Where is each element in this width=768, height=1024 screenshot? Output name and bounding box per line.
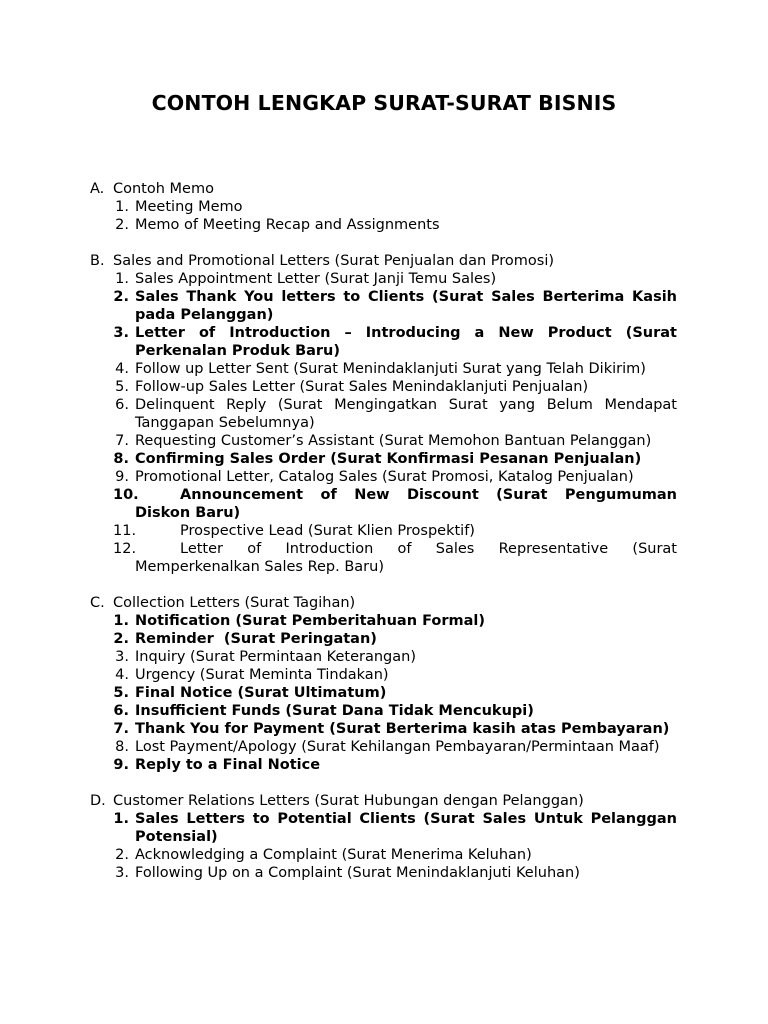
section-c xyxy=(90,594,677,774)
item-text-line-2: Memperkenalkan Sales Rep. Baru) xyxy=(135,559,384,575)
section-letter: C. xyxy=(90,595,105,611)
section-d xyxy=(90,792,677,882)
section-heading xyxy=(90,792,677,810)
section-letter: D. xyxy=(90,793,106,809)
item-text: Sales Letters to Potential Clients (Surat Sales Untuk Pelanggan Potensial) xyxy=(135,811,677,845)
document-title: CONTOH LENGKAP SURAT-SURAT BISNIS xyxy=(151,91,617,115)
list-item xyxy=(90,756,677,774)
list-item xyxy=(90,486,677,522)
list-item xyxy=(90,630,677,648)
list-item xyxy=(90,810,677,846)
section-title: Sales and Promotional Letters (Surat Penjualan dan Promosi) xyxy=(113,253,555,269)
item-number: 12. xyxy=(113,541,137,557)
section-a xyxy=(90,180,677,234)
item-text: Reply to a Final Notice xyxy=(135,757,321,773)
item-text: Acknowledging a Complaint (Surat Menerima Keluhan) xyxy=(135,847,532,863)
item-text-line-2: Diskon Baru) xyxy=(135,505,241,521)
list-item xyxy=(90,684,677,702)
section-letter: B. xyxy=(90,253,105,269)
item-number: 4. xyxy=(115,667,129,683)
item-text: Thank You for Payment (Surat Berterima kasih atas Pembayaran) xyxy=(135,721,670,737)
item-text: Promotional Letter, Catalog Sales (Surat Promosi, Katalog Penjualan) xyxy=(135,469,634,485)
document-body xyxy=(90,180,677,900)
item-number: 7. xyxy=(115,433,129,449)
list-item xyxy=(90,522,677,540)
item-text: Follow-up Sales Letter (Surat Sales Menindaklanjuti Penjualan) xyxy=(135,379,589,395)
list-item xyxy=(90,540,677,576)
list-item xyxy=(90,432,677,450)
item-number: 1. xyxy=(115,271,129,287)
list-item xyxy=(90,864,677,882)
list-item xyxy=(90,360,677,378)
item-number: 8. xyxy=(113,451,129,467)
item-number: 4. xyxy=(115,361,129,377)
section-heading xyxy=(90,252,677,270)
item-number: 3. xyxy=(115,649,129,665)
item-number: 1. xyxy=(113,811,129,827)
item-text: Final Notice (Surat Ultimatum) xyxy=(135,685,387,701)
section-title: Collection Letters (Surat Tagihan) xyxy=(113,595,356,611)
item-number: 6. xyxy=(113,703,129,719)
list-item xyxy=(90,720,677,738)
item-number: 10. xyxy=(113,487,139,503)
item-text: Lost Payment/Apology (Surat Kehilangan Pembayaran/Permintaan Maaf) xyxy=(135,739,660,755)
item-text: Following Up on a Complaint (Surat Menindaklanjuti Keluhan) xyxy=(135,865,580,881)
item-number: 9. xyxy=(115,469,129,485)
list-item xyxy=(90,666,677,684)
item-text: Inquiry (Surat Permintaan Keterangan) xyxy=(135,649,416,665)
item-number: 8. xyxy=(115,739,129,755)
item-number: 2. xyxy=(113,289,129,305)
item-number: 1. xyxy=(115,199,129,215)
list-item xyxy=(90,270,677,288)
item-number: 5. xyxy=(113,685,129,701)
list-item xyxy=(90,378,677,396)
item-text: Insufficient Funds (Surat Dana Tidak Mencukupi) xyxy=(135,703,534,719)
item-number: 2. xyxy=(115,217,129,233)
item-text: Sales Appointment Letter (Surat Janji Temu Sales) xyxy=(135,271,497,287)
item-text: Follow up Letter Sent (Surat Menindaklanjuti Surat yang Telah Dikirim) xyxy=(135,361,646,377)
item-text: Delinquent Reply (Surat Mengingatkan Surat yang Belum Mendapat Tanggapan Sebelumnya) xyxy=(135,397,677,431)
list-item xyxy=(90,450,677,468)
list-item xyxy=(90,288,677,324)
item-text: Prospective Lead (Surat Klien Prospektif) xyxy=(180,523,475,539)
item-number: 5. xyxy=(115,379,129,395)
item-text: Meeting Memo xyxy=(135,199,243,215)
list-item xyxy=(90,612,677,630)
section-title: Customer Relations Letters (Surat Hubungan dengan Pelanggan) xyxy=(113,793,584,809)
item-number: 6. xyxy=(115,397,129,413)
section-title: Contoh Memo xyxy=(113,181,214,197)
item-text: Confirming Sales Order (Surat Konfirmasi Pesanan Penjualan) xyxy=(135,451,642,467)
item-text-line-1: Announcement of New Discount (Surat Pengumuman xyxy=(180,487,677,503)
item-text: Requesting Customer’s Assistant (Surat Memohon Bantuan Pelanggan) xyxy=(135,433,652,449)
item-number: 3. xyxy=(115,865,129,881)
section-b xyxy=(90,252,677,576)
item-text: Urgency (Surat Meminta Tindakan) xyxy=(135,667,389,683)
list-item xyxy=(90,198,677,216)
section-letter: A. xyxy=(90,181,105,197)
list-item xyxy=(90,738,677,756)
item-text-line-1: Letter of Introduction of Sales Representative (Surat xyxy=(180,541,677,557)
list-item xyxy=(90,648,677,666)
list-item xyxy=(90,324,677,360)
item-number: 2. xyxy=(115,847,129,863)
list-item xyxy=(90,396,677,432)
item-number: 3. xyxy=(113,325,129,341)
item-text: Memo of Meeting Recap and Assignments xyxy=(135,217,440,233)
list-item xyxy=(90,846,677,864)
item-text: Reminder (Surat Peringatan) xyxy=(135,631,377,647)
section-heading xyxy=(90,180,677,198)
item-text: Sales Thank You letters to Clients (Surat Sales Berterima Kasih pada Pelanggan) xyxy=(135,289,677,323)
item-text: Notification (Surat Pemberitahuan Formal) xyxy=(135,613,486,629)
item-number: 1. xyxy=(113,613,129,629)
item-text: Letter of Introduction – Introducing a New Product (Surat Perkenalan Produk Baru) xyxy=(135,325,677,359)
item-number: 11. xyxy=(113,523,137,539)
list-item xyxy=(90,702,677,720)
item-number: 2. xyxy=(113,631,129,647)
list-item xyxy=(90,468,677,486)
item-number: 9. xyxy=(113,757,129,773)
section-heading xyxy=(90,594,677,612)
list-item xyxy=(90,216,677,234)
item-number: 7. xyxy=(113,721,129,737)
